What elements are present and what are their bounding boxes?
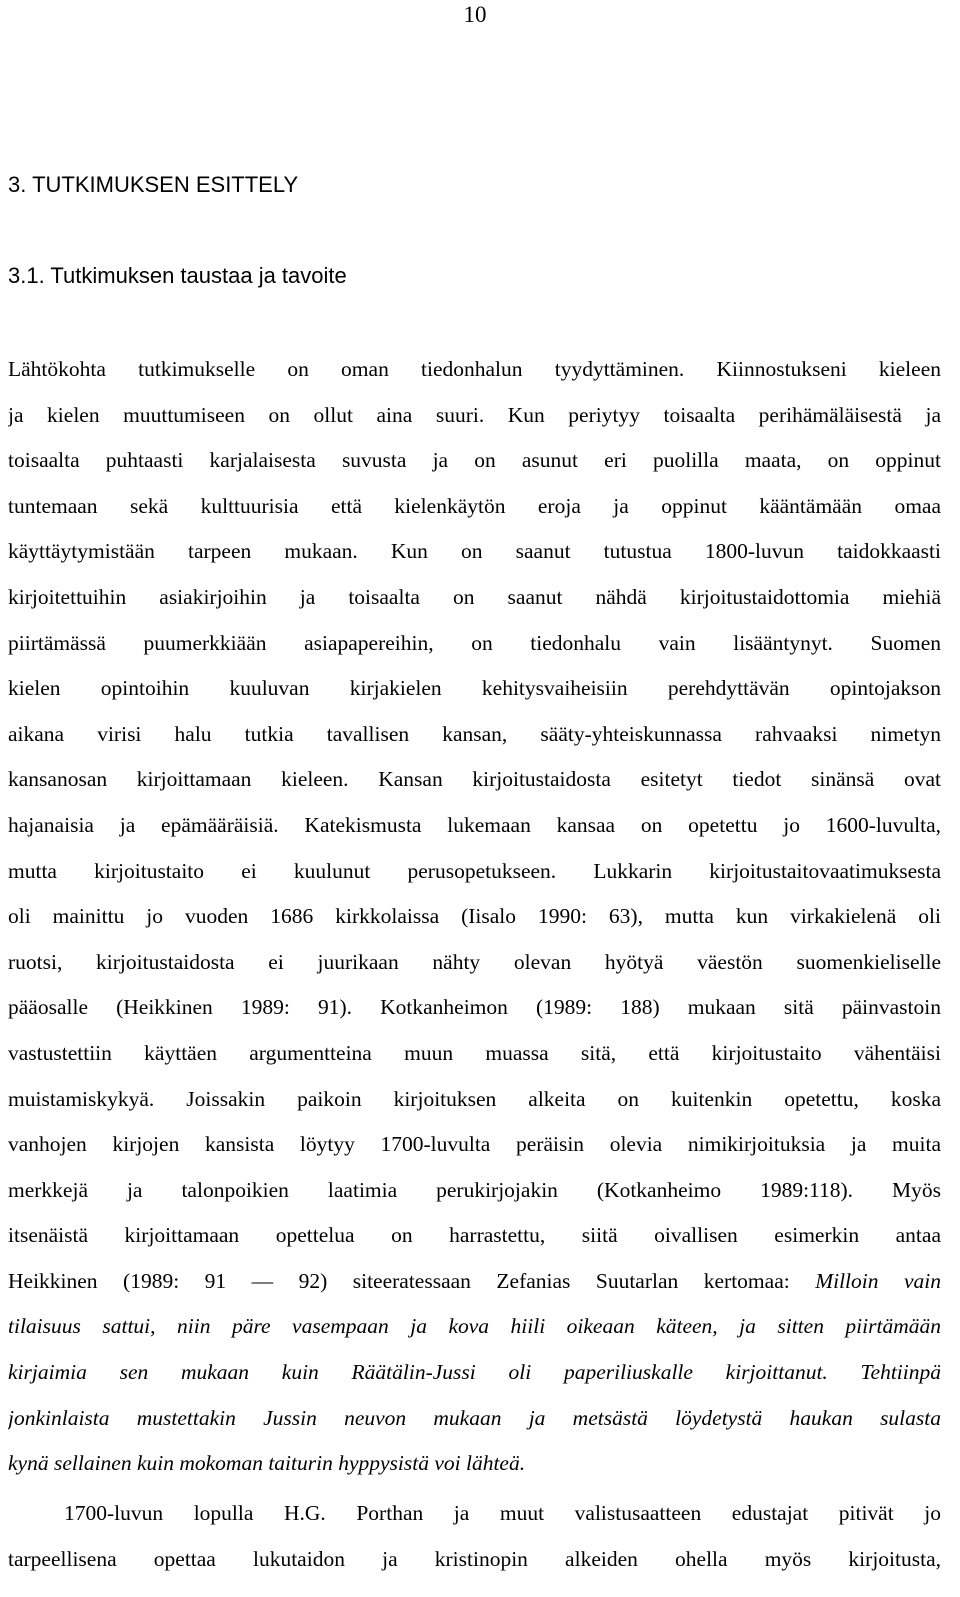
- text-line: toisaalta puhtaasti karjalaisesta suvusta ja on asunut eri puolilla maata, on oppinut: [8, 448, 941, 473]
- text-line-with-quote-start: [8, 1259, 941, 1305]
- text-line: pääosalle (Heikkinen 1989: 91). Kotkanheimon (1989: 188) mukaan sitä päinvastoin: [8, 995, 941, 1020]
- text-line: Lähtökohta tutkimukselle on oman tiedonhalun tyydyttäminen. Kiinnostukseni kieleen: [8, 357, 941, 381]
- quote-segment: Milloin vain: [815, 1268, 941, 1293]
- text-line: oli mainittu jo vuoden 1686 kirkkolaissa (Iisalo 1990: 63), mutta kun virkakielenä oli: [8, 904, 941, 929]
- text-line: käyttäytymistään tarpeen mukaan. Kun on saanut tutustua 1800-luvun taidokkaasti: [8, 539, 941, 564]
- text-line: tarpeellisena opettaa lukutaidon ja kristinopin alkeiden ohella myös kirjoitusta,: [8, 1546, 941, 1571]
- body-paragraph-1: [8, 347, 941, 1487]
- text-line: muistamiskykyä. Joissakin paikoin kirjoituksen alkeita on kuitenkin opetettu, koska: [8, 1086, 941, 1111]
- text-line: 1700-luvun lopulla H.G. Porthan ja muut valistusaatteen edustajat pitivät jo: [64, 1501, 941, 1525]
- text-line: merkkejä ja talonpoikien laatimia perukirjojakin (Kotkanheimo 1989:118). Myös: [8, 1177, 941, 1202]
- text-line: piirtämässä puumerkkiään asiapapereihin, on tiedonhalu vain lisääntynyt. Suomen: [8, 630, 941, 655]
- text-line: kansanosan kirjoittamaan kieleen. Kansan kirjoitustaidosta esitetyt tiedot sinänsä ovat: [8, 767, 941, 792]
- text-line: ja kielen muuttumiseen on ollut aina suuri. Kun periytyy toisaalta perihämäläisestä ja: [8, 402, 941, 427]
- section-heading: 3.1. Tutkimuksen taustaa ja tavoite: [8, 263, 347, 288]
- body-paragraph-2: [8, 1491, 941, 1582]
- text-line: mutta kirjoitustaito ei kuulunut perusopetukseen. Lukkarin kirjoitustaitovaatimuksesta: [8, 858, 941, 883]
- text-line: vanhojen kirjojen kansista löytyy 1700-luvulta peräisin olevia nimikirjoituksia ja muita: [8, 1132, 941, 1157]
- text-segment: Heikkinen (1989: 91 — 92) siteeratessaan Zefanias Suutarlan kertomaa:: [8, 1268, 816, 1293]
- text-line: kielen opintoihin kuuluvan kirjakielen kehitysvaiheisiin perehdyttävän opintojakson: [8, 676, 941, 701]
- text-line: tuntemaan sekä kulttuurisia että kielenkäytön eroja ja oppinut kääntämään omaa: [8, 493, 941, 518]
- text-line: ruotsi, kirjoitustaidosta ei juurikaan nähty olevan hyötyä väestön suomenkieliselle: [8, 949, 941, 974]
- quote-line: kynä sellainen kuin mokoman taiturin hyppysistä voi lähteä.: [8, 1451, 526, 1476]
- quote-line: tilaisuus sattui, niin päre vasempaan ja kova hiili oikeaan käteen, ja sitten piirtämään: [8, 1314, 941, 1339]
- text-line: aikana virisi halu tutkia tavallisen kansan, sääty-yhteiskunnassa rahvaaksi nimetyn: [8, 721, 941, 746]
- quote-line: jonkinlaista mustettakin Jussin neuvon mukaan ja metsästä löydetystä haukan sulasta: [8, 1405, 941, 1430]
- text-line: vastustettiin käyttäen argumentteina muun muassa sitä, että kirjoitustaito vähentäisi: [8, 1040, 941, 1065]
- text-line: hajanaisia ja epämääräisiä. Katekismusta lukemaan kansaa on opetettu jo 1600-luvulta,: [8, 812, 941, 837]
- quote-line: kirjaimia sen mukaan kuin Räätälin-Jussi oli paperiliuskalle kirjoittanut. Tehtiinpä: [8, 1360, 941, 1385]
- chapter-heading: 3. TUTKIMUKSEN ESITTELY: [8, 172, 299, 197]
- page-number: 10: [463, 2, 487, 27]
- text-line: itsenäistä kirjoittamaan opettelua on harrastettu, siitä oivallisen esimerkin antaa: [8, 1223, 941, 1248]
- text-line: kirjoitettuihin asiakirjoihin ja toisaalta on saanut nähdä kirjoitustaidottomia miehiä: [8, 584, 941, 609]
